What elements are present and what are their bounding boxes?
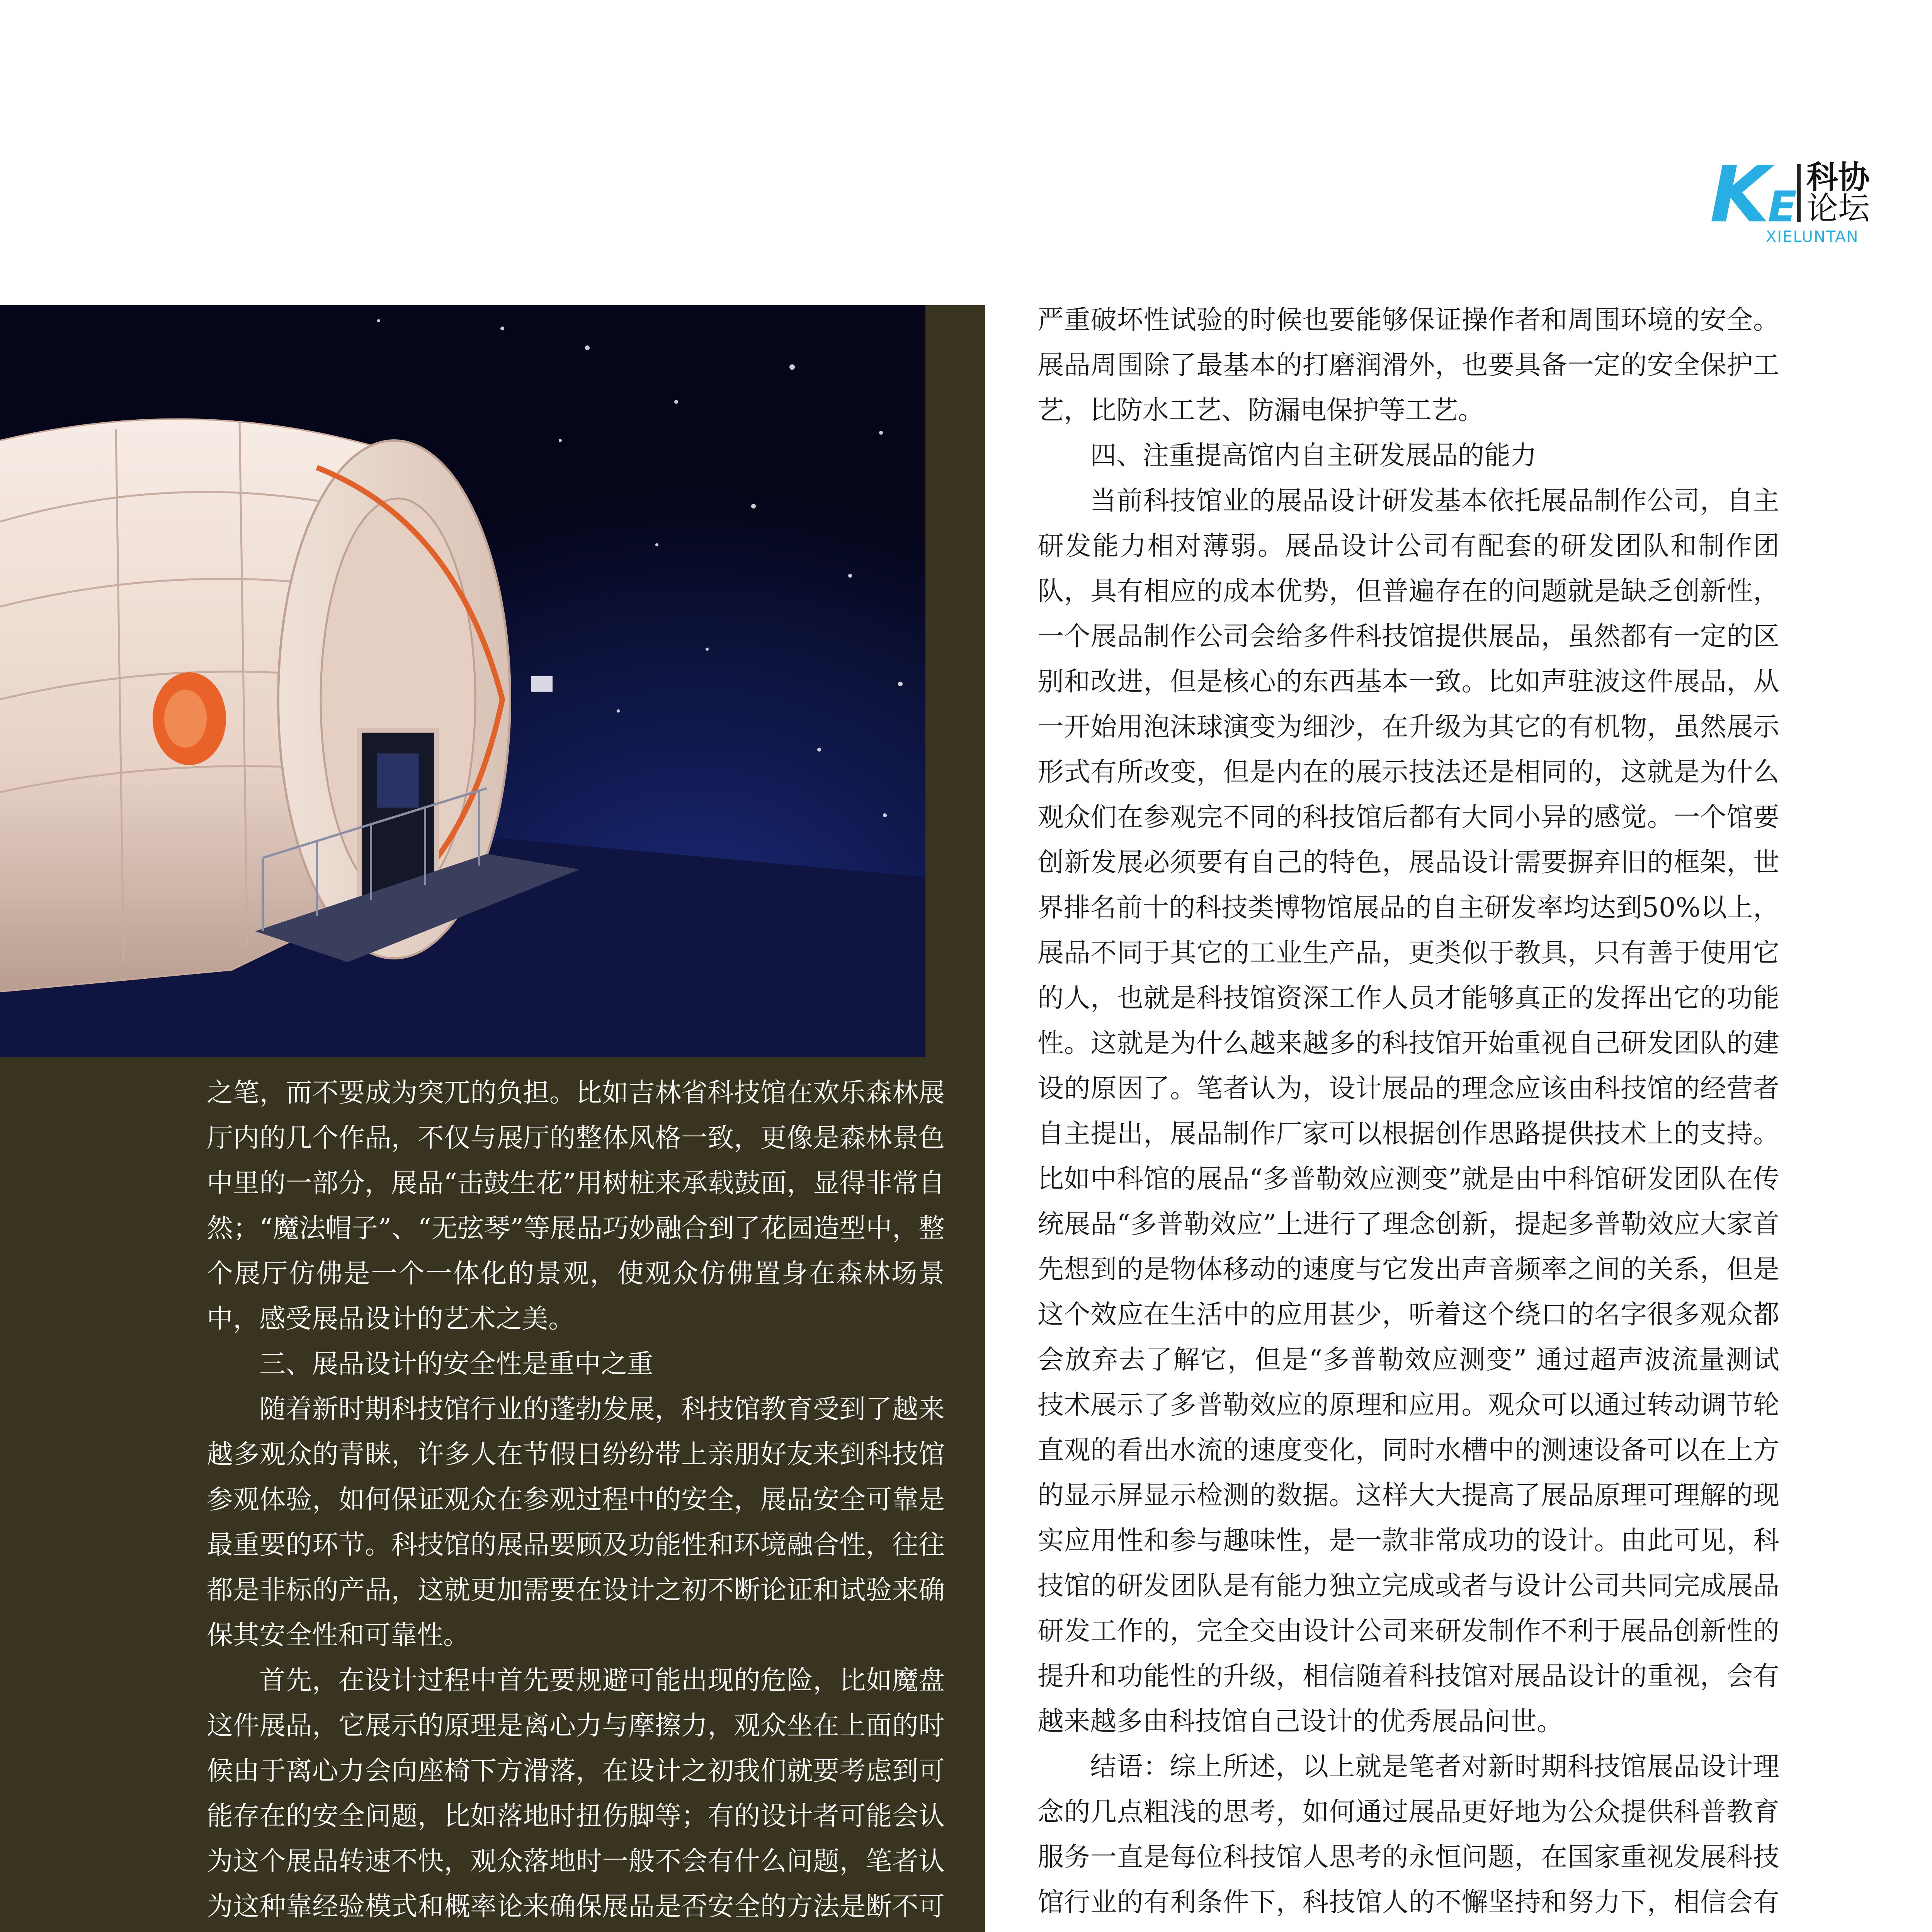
panel-background-top (925, 305, 985, 1057)
conclusion-text: 结语：综上所述，以上就是笔者对新时期科技馆展品设计理念的几点粗浅的思考，如何通过展品更好地为公众提供科普教育服务一直是每位科技馆人思考的永恒问题，在国家重视发展科技馆行业的有利条件下，科技馆人的不懈坚持和努力下，相信会有 (1037, 1752, 1779, 1918)
left-text-column (207, 1070, 945, 1932)
magazine-logo (1710, 149, 1926, 249)
logo-title-line1: 科协 (1806, 159, 1870, 196)
logo-letter-k: K (1710, 150, 1770, 240)
space-station-exhibit-photo (0, 305, 925, 1057)
paragraph: 当前科技馆业的展品设计研发基本依托展品制作公司，自主研发能力相对薄弱。展品设计公司有配套的研发团队和制作团队，具有相应的成本优势，但普遍存在的问题就是缺乏创新性，一个展品制作公司会给多件科技馆提供展品，虽然都有一定的区别和改进，但是核心的东西基本一致。比如声驻波这件展品，从一开始用泡沫球演变为细沙，在升级为其它的有机物，虽然展示形式有所改变，但是内在的展示技法还是相同的，这就是为什么观众们在参观完不同的科技馆后都有大同小异的感觉。一个馆要创新发展必须要有自己的特色，展品设计需要摒弃旧的框架，世界排名前十的科技类博物馆展品的自主研发率均达到50%以上，展品不同于其它的工业生产品，更类似于教具，只有善于使用它的人，也就是科技馆资深工作人员才能够真正的发挥出它的功能性。这就是为什么越来越多的科技馆开始重视自己研发团队的建设的原因了。笔者认为，设计展品的理念应该由科技馆的经营者自主提出，展品制作厂家可以根据创作思路提供技术上的支持。比如中科馆的展品“多普勒效应测变”就是由中科馆研发团队在传统展品“多普勒效应”上进行了理念创新，提起多普勒效应大家首先想到的是物体移动的速度与它发出声音频率之间的关系，但是这个效应在生活中的应用甚少，听着这个绕口的名字很多观众都会放弃去了解它，但是“多普勒效应测变” 通过超声波流量测试技术展示了多普勒效应的原理和应用。观众可以通过转动调节轮直观的看出水流的速度变化，同时水槽中的测速设备可以在上方的显示屏显示检测的数据。这样大大提高了展品原理可理解的现实应用性和参与趣味性，是一款非常成功的设计。由此可见，科技馆的研发团队是有能力独立完成或者与设计公司共同完成展品研发工作的，完全交由设计公司来研发制作不利于展品创新性的提升和功能性的升级，相信随着科技馆对展品设计的重视，会有越来越多由科技馆自己设计的优秀展品问世。 (1037, 486, 1779, 1737)
logo-letter-e: E (1768, 182, 1797, 231)
paragraph: 首先，在设计过程中首先要规避可能出现的危险，比如魔盘这件展品，它展示的原理是离心力与摩擦力，观众坐在上面的时候由于离心力会向座椅下方滑落，在设计之初我们就要考虑到可能存在的安全问题，比如落地时扭伤脚等；有的设计者可能会认为这个展品转速不快，观众落地时一般不会有什么问题，笔者认为这种靠经验模式和概率论来确保展品是否安全的方法是断不可 (207, 1665, 945, 1922)
right-text-column (1037, 298, 1779, 1932)
paragraph: 之笔，而不要成为突兀的负担。比如吉林省科技馆在欢乐森林展厅内的几个作品，不仅与展厅的整体风格一致，更像是森林景色中里的一部分，展品“击鼓生花”用树桩来承载鼓面，显得非常自然；“魔法帽子”、“无弦琴”等展品巧妙融合到了花园造型中，整个展厅仿佛是一个一体化的景观，使观众仿佛置身在森林场景中，感受展品设计的艺术之美。 (207, 1078, 945, 1334)
section-heading: 三、展品设计的安全性是重中之重 (259, 1349, 654, 1379)
logo-divider (1797, 164, 1801, 222)
paragraph: 严重破坏性试验的时候也要能够保证操作者和周围环境的安全。展品周围除了最基本的打磨润滑外，也要具备一定的安全保护工艺，比防水工艺、防漏电保护等工艺。 (1037, 305, 1779, 426)
section-heading: 四、注重提高馆内自主研发展品的能力 (1090, 440, 1537, 471)
logo-pinyin: XIELUNTAN (1766, 228, 1859, 246)
logo-title-line2: 论坛 (1806, 190, 1870, 227)
paragraph (1037, 1744, 1779, 1932)
paragraph: 随着新时期科技馆行业的蓬勃发展，科技馆教育受到了越来越多观众的青睐，许多人在节假日纷纷带上亲朋好友来到科技馆参观体验，如何保证观众在参观过程中的安全，展品安全可靠是最重要的环节。科技馆的展品要顾及功能性和环境融合性，往往都是非标的产品，这就更加需要在设计之初不断论证和试验来确保其安全性和可靠性。 (207, 1394, 945, 1651)
